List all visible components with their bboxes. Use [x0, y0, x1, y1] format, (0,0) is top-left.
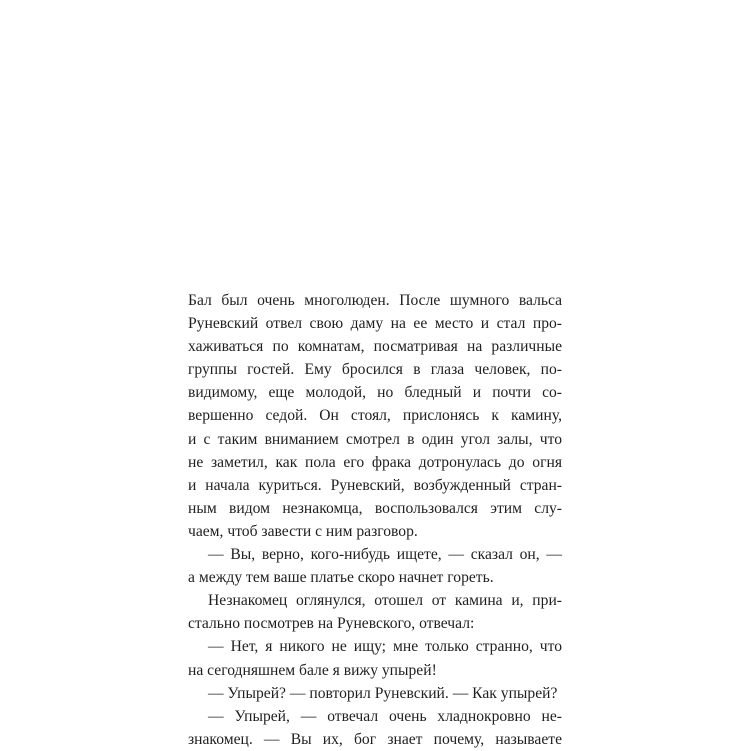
text-line: Бал был очень многолюден. После шумного вальса: [188, 292, 562, 309]
text-line: и начала куриться. Руневский, возбужденный стран-: [188, 476, 562, 494]
text-line: группы гостей. Ему бросился в глаза человек, по-: [188, 361, 562, 379]
text-line: вершенно седой. Он стоял, прислонясь к камину,: [188, 407, 562, 425]
text-line: видимому, еще молодой, но бледный и почти со-: [188, 384, 562, 402]
text-line: Руневский отвел свою даму на ее место и стал про-: [188, 315, 562, 333]
text-line: знакомец. — Вы их, бог знает почему, называете: [188, 730, 562, 748]
text-line: — Вы, верно, кого-нибудь ищете, — сказал он, —: [208, 546, 562, 564]
text-line: не заметил, как пола его фрака дотронулась до огня: [188, 453, 562, 471]
text-line: ным видом незнакомца, воспользовался этим слу-: [188, 499, 562, 517]
text-line: Незнакомец оглянулся, отошел от камина и, при-: [208, 592, 562, 610]
text-line: а между тем ваше платье скоро начнет гореть.: [188, 569, 494, 587]
text-line: — Упырей? — повторил Руневский. — Как упырей?: [208, 684, 558, 702]
text-line: на сегодняшнем бале я вижу упырей!: [188, 661, 437, 679]
text-line: — Нет, я никого не ищу; мне только странно, что: [208, 638, 562, 656]
text-line: стально посмотрев на Руневского, отвечал:: [188, 615, 475, 633]
text-line: и с таким вниманием смотрел в один угол залы, что: [188, 430, 562, 448]
body-text: [188, 289, 562, 751]
text-line: — Упырей, — отвечал очень хладнокровно не-: [208, 707, 562, 725]
text-line: чаем, чтоб завести с ним разговор.: [188, 522, 418, 540]
text-line: хаживаться по комнатам, посматривая на различные: [188, 338, 562, 356]
